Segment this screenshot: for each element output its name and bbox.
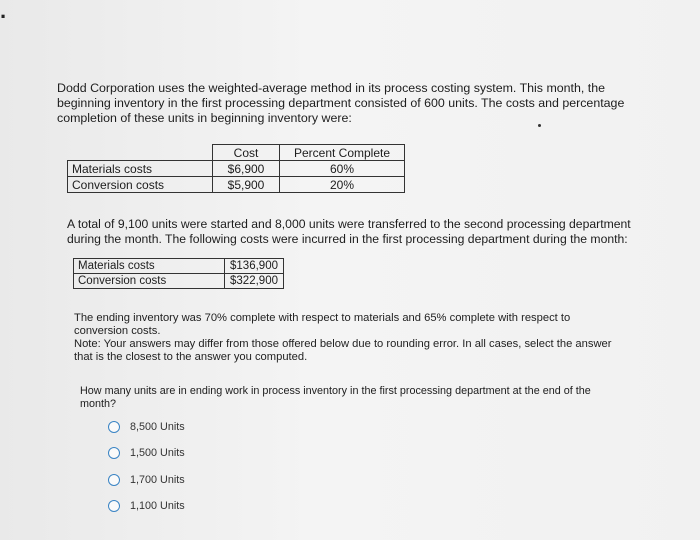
radio-button[interactable] [108, 421, 120, 433]
option-label: 1,700 Units [130, 474, 185, 486]
row-percent: 60% [280, 161, 405, 177]
table-row [68, 177, 405, 193]
row-value: $136,900 [225, 259, 284, 274]
middle-line-2: during the month. The following costs were incurred in the first processing department during the month: [67, 232, 628, 246]
row-cost: $6,900 [213, 161, 280, 177]
corner-mark: . [0, 0, 7, 23]
option-label: 1,100 Units [130, 500, 185, 512]
radio-button[interactable] [108, 447, 120, 459]
intro-line-1: Dodd Corporation uses the weighted-average method in its process costing system. This month, the [57, 81, 605, 95]
row-cost: $5,900 [213, 177, 280, 193]
note-line-1: Note: Your answers may differ from those offered below due to rounding error. In all cases, select the answer [74, 338, 612, 350]
row-label: Materials costs [68, 161, 213, 177]
table-header-blank [68, 145, 213, 161]
row-label: Materials costs [74, 259, 225, 274]
answer-option-1100[interactable] [108, 497, 185, 515]
row-label: Conversion costs [68, 177, 213, 193]
ending-line-1: The ending inventory was 70% complete with respect to materials and 65% complete with respect to [74, 312, 571, 324]
row-percent: 20% [280, 177, 405, 193]
table-row [68, 161, 405, 177]
intro-line-2: beginning inventory in the first processing department consisted of 600 units. The costs and percentage [57, 96, 625, 110]
intro-line-3: completion of these units in beginning inventory were: [57, 111, 352, 125]
incurred-costs-table [73, 258, 284, 289]
table-row [74, 259, 284, 274]
radio-button[interactable] [108, 500, 120, 512]
radio-button[interactable] [108, 474, 120, 486]
row-value: $322,900 [225, 274, 284, 289]
middle-line-1: A total of 9,100 units were started and 8,000 units were transferred to the second processing department [67, 217, 631, 231]
row-label: Conversion costs [74, 274, 225, 289]
answer-option-8500[interactable] [108, 418, 185, 436]
answer-option-1700[interactable] [108, 471, 185, 489]
option-label: 8,500 Units [130, 421, 185, 433]
stray-dot [538, 124, 541, 127]
note-line-2: that is the closest to the answer you computed. [74, 351, 308, 363]
cost-header: Cost [213, 145, 280, 161]
table-row [74, 274, 284, 289]
option-label: 1,500 Units [130, 447, 185, 459]
percent-complete-header: Percent Complete [280, 145, 405, 161]
beginning-inventory-table [67, 144, 405, 193]
question-line-2: month? [80, 398, 117, 410]
question-line-1: How many units are in ending work in process inventory in the first processing department at the end of the [80, 385, 591, 397]
answer-option-1500[interactable] [108, 444, 185, 462]
table-header-row [68, 145, 405, 161]
ending-line-2: conversion costs. [74, 325, 161, 337]
